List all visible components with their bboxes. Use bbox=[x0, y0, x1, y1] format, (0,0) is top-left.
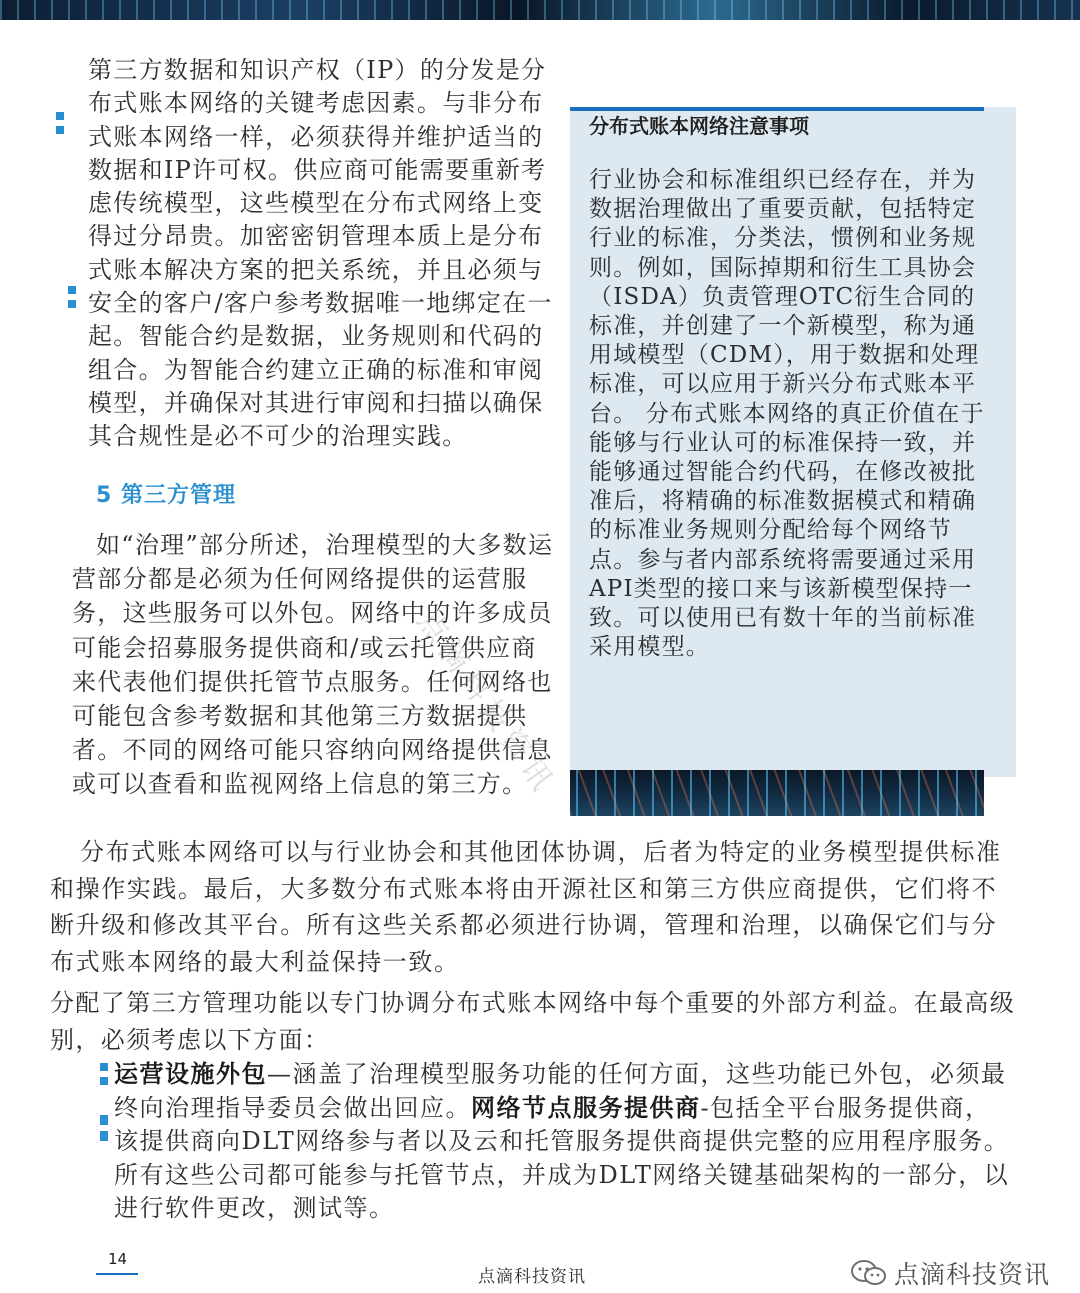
coordination-paragraph: 分布式账本网络可以与行业协会和其他团体协调，后者为特定的业务模型提供标准和操作实践。最后，大多数分布式账本将由开源社区和第三方供应商提供，它们将不断升级和修改其平台。所有这些关系都必须进行协调，管理和治理，以确保它们与分布式账本网络的最大利益保持一致。 bbox=[50, 838, 1002, 976]
bullet-marker-icon bbox=[68, 286, 76, 310]
wechat-account-name: 点滴科技资讯 bbox=[893, 1260, 1050, 1289]
governance-paragraph: 如“治理”部分所述，治理模型的大多数运营部分都是必须为任何网络提供的运营服务，这些服务可以外包。网络中的许多成员可能会招募服务提供商和/或云托管供应商来代表他们提供托管节点服务。任何网络也可能包含参考数据和其他第三方数据提供者。不同的网络可能只容纳向网络提供信息或可以查看和监视网络上信息的第三方。 bbox=[72, 531, 554, 799]
watermark: 点滴科技资讯 bbox=[409, 604, 563, 802]
wechat-icon bbox=[850, 1259, 888, 1287]
third-party-paragraph: 分配了第三方管理功能以专门协调分布式账本网络中每个重要的外部方利益。在最高级别，必须考虑以下方面： bbox=[50, 989, 1016, 1054]
header-banner-image bbox=[0, 0, 1080, 20]
bullet-marker-icon bbox=[56, 112, 64, 136]
page-number-rule bbox=[96, 1273, 138, 1275]
sidebar-title: 分布式账本网络注意事项 bbox=[589, 114, 809, 138]
bullet-term: 网络节点服务提供商 bbox=[471, 1093, 701, 1122]
bullet-marker-icon bbox=[100, 1063, 108, 1087]
bullet-term: 运营设施外包 bbox=[114, 1060, 267, 1088]
sidebar-decorative-image bbox=[570, 770, 984, 816]
intro-paragraph: 第三方数据和知识产权（IP）的分发是分布式账本网络的关键考虑因素。与非分布式账本网络一样，必须获得并维护适当的数据和IP许可权。供应商可能需要重新考虑传统模型，这些模型在分布式网络上变得过分昂贵。加密密钥管理本质上是分布式账本解决方案的把关系统，并且必须与安全的客户/客户参考数据唯一地绑定在一起。智能合约是数据，业务规则和代码的组合。为智能合约建立正确的标准和审阅模型，并确保对其进行审阅和扫描以确保其合规性是必不可少的治理实践。 bbox=[88, 56, 553, 451]
page-number: 14 bbox=[108, 1250, 128, 1268]
wechat-badge bbox=[850, 1255, 1050, 1291]
bullet-text: -包括全平台服务提供商，该提供商向DLT网络参与者以及云和托管服务提供商提供完整的应用程序服务。所有这些公司都可能参与托管节点，并成为DLT网络关键基础架构的一部分，以进行软件更改，测试等。 bbox=[114, 1093, 1010, 1222]
section-heading: 5 第三方管理 bbox=[96, 483, 236, 508]
sidebar-body: 行业协会和标准组织已经存在，并为数据治理做出了重要贡献，包括特定行业的标准，分类法，惯例和业务规则。例如，国际掉期和衍生工具协会（ISDA）负责管理OTC衍生合同的标准，并创建了一个新模型，称为通用域模型（CDM），用于数据和处理标准，可以应用于新兴分布式账本平台。 分布式账本网络的真正价值在于能够与行业认可的标准保持一致，并能够通过智能合约代码，在修改被批准后，将精确的标准数据模式和精确的标准业务规则分配给每个网络节点。参与者内部系统将需要通过采用API类型的接口来与该新模型保持一致。可以使用已有数十年的当前标准采用模型。 bbox=[589, 167, 985, 661]
bullet-marker-icon bbox=[100, 1131, 108, 1141]
footer-title: 点滴科技资讯 bbox=[478, 1267, 586, 1287]
bullet-text: —涵盖了治理模型服务功能的任何方面，这些功能已外包，必须最终向治理指导委员会做出回应。 bbox=[114, 1060, 1007, 1122]
bullet-list bbox=[114, 1058, 1014, 1226]
bullet-marker-icon bbox=[100, 1115, 108, 1125]
